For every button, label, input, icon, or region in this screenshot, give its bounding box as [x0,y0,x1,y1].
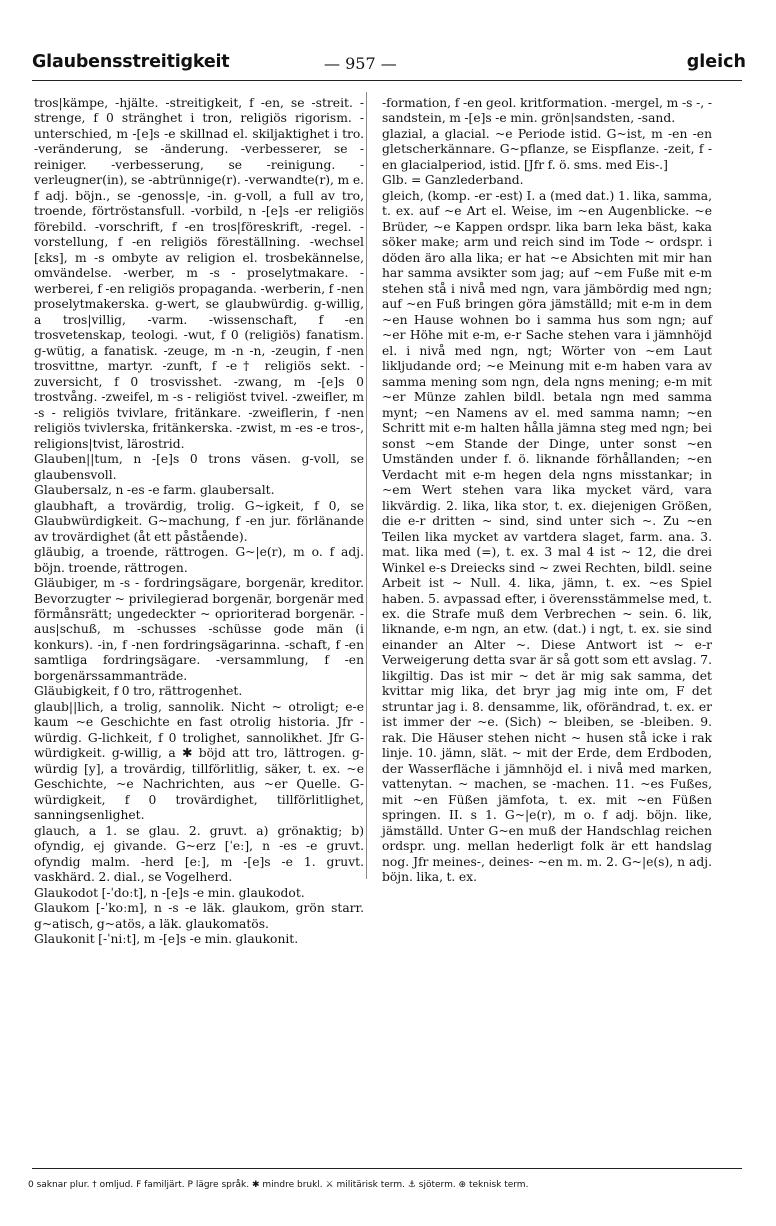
dictionary-entry: Glb. = Ganzlederband. [382,173,524,188]
dictionary-entry: glauch, a 1. se glau. 2. gruvt. a) grönaktig; b) ofyndig, ej givande. G~erz [ˈeː], n -es -e gruvt. ofyndig malm. -herd [eː], m -[e]s -e 1. gruvt. vaskhärd. 2. dial., se Vogelherd. [34,823,364,885]
dictionary-entry: Glaukom [-ˈkoːm], n -s -e läk. glaukom, grön starr. g~atisch, g~atös, a läk. glaukomatös. [34,901,364,931]
dictionary-entry: Gläubigkeit, f 0 tro, rättrogenhet. [34,684,243,699]
dictionary-entry: glaubhaft, a trovärdig, trolig. G~igkeit, f 0, se Glaubwürdigkeit. G~machung, f -en jur. förlänande av trovärdighet (åt ett påstående). [34,498,364,544]
header-right-guide-word: gleich [686,52,746,72]
column-divider [366,92,367,879]
header-left-guide-word: Glaubensstreitigkeit [32,52,230,72]
dictionary-entry: -formation, f -en geol. kritformation. -mergel, m -s -, -sandstein, m -[e]s -e min. grön|sandsten, -sand. [382,96,712,126]
page-number: — 957 — [324,54,397,73]
abbreviation-legend: 0 saknar plur. † omljud. F familjärt. P lägre språk. ✱ mindre brukl. ⚔ militärisk term. ⚓ sjöterm. ⊕ teknisk term. [28,1180,529,1190]
dictionary-entry: Glaubersalz, n -es -e farm. glaubersalt. [34,483,275,498]
page-header [32,52,746,76]
dictionary-entry: Glaukodot [-ˈdoːt], n -[e]s -e min. glaukodot. [34,885,305,900]
left-column [34,96,364,948]
dictionary-entry: gleich, (komp. -er -est) I. a (med dat.) 1. lika, samma, t. ex. auf ~e Art el. Weise, im ~en Augenblicke. ~e Brüder, ~e Kappen ordspr. lika barn leka bäst, kaka söker make; arm und reich sind im Tode ~ ordspr. i döden äro alla lika; er hat ~e Absichten mit mir han har samma avsikter som jag; auf ~em Fuße mit e-m stehen stå i nivå med ngn, vara jämbördig med ngn; auf ~en Fuß bringen göra jämställd; mit e-m in dem ~en Hause wohnen bo i samma hus som ngn; auf ~er Höhe mit e-m, e-r Sache stehen vara i jämnhöjd el. i nivå med ngn, ngt; Wörter von ~em Laut likljudande ord; ~e Meinung mit e-m haben vara av samma mening som ngn, dela ngns mening; e-m mit ~er Münze zahlen bildl. betala ngn med samma mynt; ~en Namens av el. med samma namn; ~en Schritt mit e-m halten hålla jämna steg med ngn; bei sonst ~em Stande der Dinge, unter sonst ~en Umständen under f. ö. liknande förhållanden; ~en Verdacht mit e-m hegen dela ngns misstankar; in ~em Wert stehen vara lika mycket värd, vara likvärdig. 2. lika, lika stor, t. ex. diejenigen Größen, die e-r dritten ~ sind, sind unter sich ~. Zu ~en Teilen lika mycket av vartdera slaget, farm. ana. 3. mat. lika med (=), t. ex. 3 mal 4 ist ~ 12, die drei Winkel e-s Dreiecks sind ~ zwei Rechten, bildl. seine Arbeit ist ~ Null. 4. lika, jämn, t. ex. ~es Spiel haben. 5. avpassad efter, i överensstämmelse med, t. ex. die Strafe muß dem Verbrechen ~ sein. 6. lik, liknande, e-m ngn, an etw. (dat.) i ngt, t. ex. sie sind einander an Alter ~. Diese Antwort ist ~ e-r Verweigerung detta svar är så gott som ett avslag. 7. likgiltig. Das ist mir ~ det är mig sak samma, det kvittar mig lika, det bryr jag mig inte om, F det struntar jag i. 8. densamme, lik, oförändrad, t. ex. er ist immer der ~e. (Sich) ~ bleiben, se -bleiben. 9. rak. Die Häuser stehen nicht ~ husen stå icke i rak linje. 10. jämn, slät. ~ mit der Erde, dem Erdboden, der Wasserfläche i jämnhöjd el. i nivå med marken, vattenytan. ~ machen, se -machen. 11. ~es Fußes, mit ~en Füßen jämfota, t. ex. mit ~en Füßen springen. II. s 1. G~|e(r), m o. f adj. böjn. like, jämställd. Unter G~en muß der Handschlag reichen ordspr. ung. mellan hederligt folk är ett handslag nog. Jfr meines-, deines- ~en m. m. 2. G~|e(s), n adj. böjn. lika, t. ex. [382,188,712,885]
dictionary-entry: Glauben||tum, n -[e]s 0 trons väsen. g-voll, se glaubensvoll. [34,452,364,482]
dictionary-entry: Glaukonit [-ˈniːt], m -[e]s -e min. glaukonit. [34,932,299,947]
right-column [382,96,712,886]
dictionary-entry: Gläubiger, m -s - fordringsägare, borgenär, kreditor. Bevorzugter ~ privilegierad borgenär, borgenär med förmånsrätt; ungedeckter ~ oprioriterad borgenär. -aus|schuß, m -schusses -schüsse gode män (i konkurs). -in, f -nen fordringsägarinna. -schaft, f -en samtliga fordringsägare. -versammlung, f -en borgenärssammanträde. [34,576,364,683]
dictionary-entry: glazial, a glacial. ~e Periode istid. G~ist, m -en -en gletscherkännare. G~pflanze, se Eispflanze. -zeit, f -en glacialperiod, istid. [Jfr f. ö. sms. med Eis-.] [382,126,712,172]
footer-rule [32,1168,742,1169]
dictionary-entry: glaub||lich, a trolig, sannolik. Nicht ~ otroligt; e-e kaum ~e Geschichte en fast otrolig historia. Jfr -würdig. G-lichkeit, f 0 trolighet, sannolikhet. Jfr G-würdigkeit. g-willig, a ✱ böjd att tro, lättrogen. g-würdig [y], a trovärdig, tillförlitlig, säker, t. ex. ~e Geschichte, ~e Nachrichten, aus ~er Quelle. G-würdigkeit, f 0 trovärdighet, tillförlitlighet, sanningsenlighet. [34,699,364,823]
header-rule [32,80,742,81]
dictionary-entry: tros|kämpe, -hjälte. -streitigkeit, f -en, se -streit. -strenge, f 0 stränghet i tron, religiös rigorism. -unterschied, m -[e]s -e skillnad el. skiljaktighet i tro. -veränderung, se -änderung. -verbesserer, se -reiniger. -verbesserung, se -reinigung. -verleugner(in), se -abtrünnige(r). -verwandte(r), m e. f adj. böjn., se -genoss|e, -in. g-voll, a full av tro, troende, förtröstansfull. -vorbild, n -[e]s -er religiös förebild. -vorschrift, f -en tros|föreskrift, -regel. -vorstellung, f -en religiös föreställning. -wechsel [ɛks], m -s ombyte av religion el. trosbekännelse, omvändelse. -werber, m -s - proselytmakare. -werberei, f -en religiös propaganda. -werberin, f -nen proselytmakerska. g-wert, se glaubwürdig. g-willig, a tros|villig, -varm. -wissenschaft, f -en trosvetenskap, teologi. -wut, f 0 (religiös) fanatism. g-wütig, a fanatisk. -zeuge, m -n -n, -zeugin, f -nen trosvittne, martyr. -zunft, f -e† religiös sekt. -zuversicht, f 0 trosvisshet. -zwang, m -[e]s 0 trostvång. -zweifel, m -s - religiöst tvivel. -zweifler, m -s - religiös tvivlare, fritänkare. -zweiflerin, f -nen religiös tvivlerska, fritänkerska. -zwist, m -es -e tros-, religions|tvist, lärostrid. [34,96,364,451]
dictionary-entry: gläubig, a troende, rättrogen. G~|e(r), m o. f adj. böjn. troende, rättrogen. [34,545,364,575]
